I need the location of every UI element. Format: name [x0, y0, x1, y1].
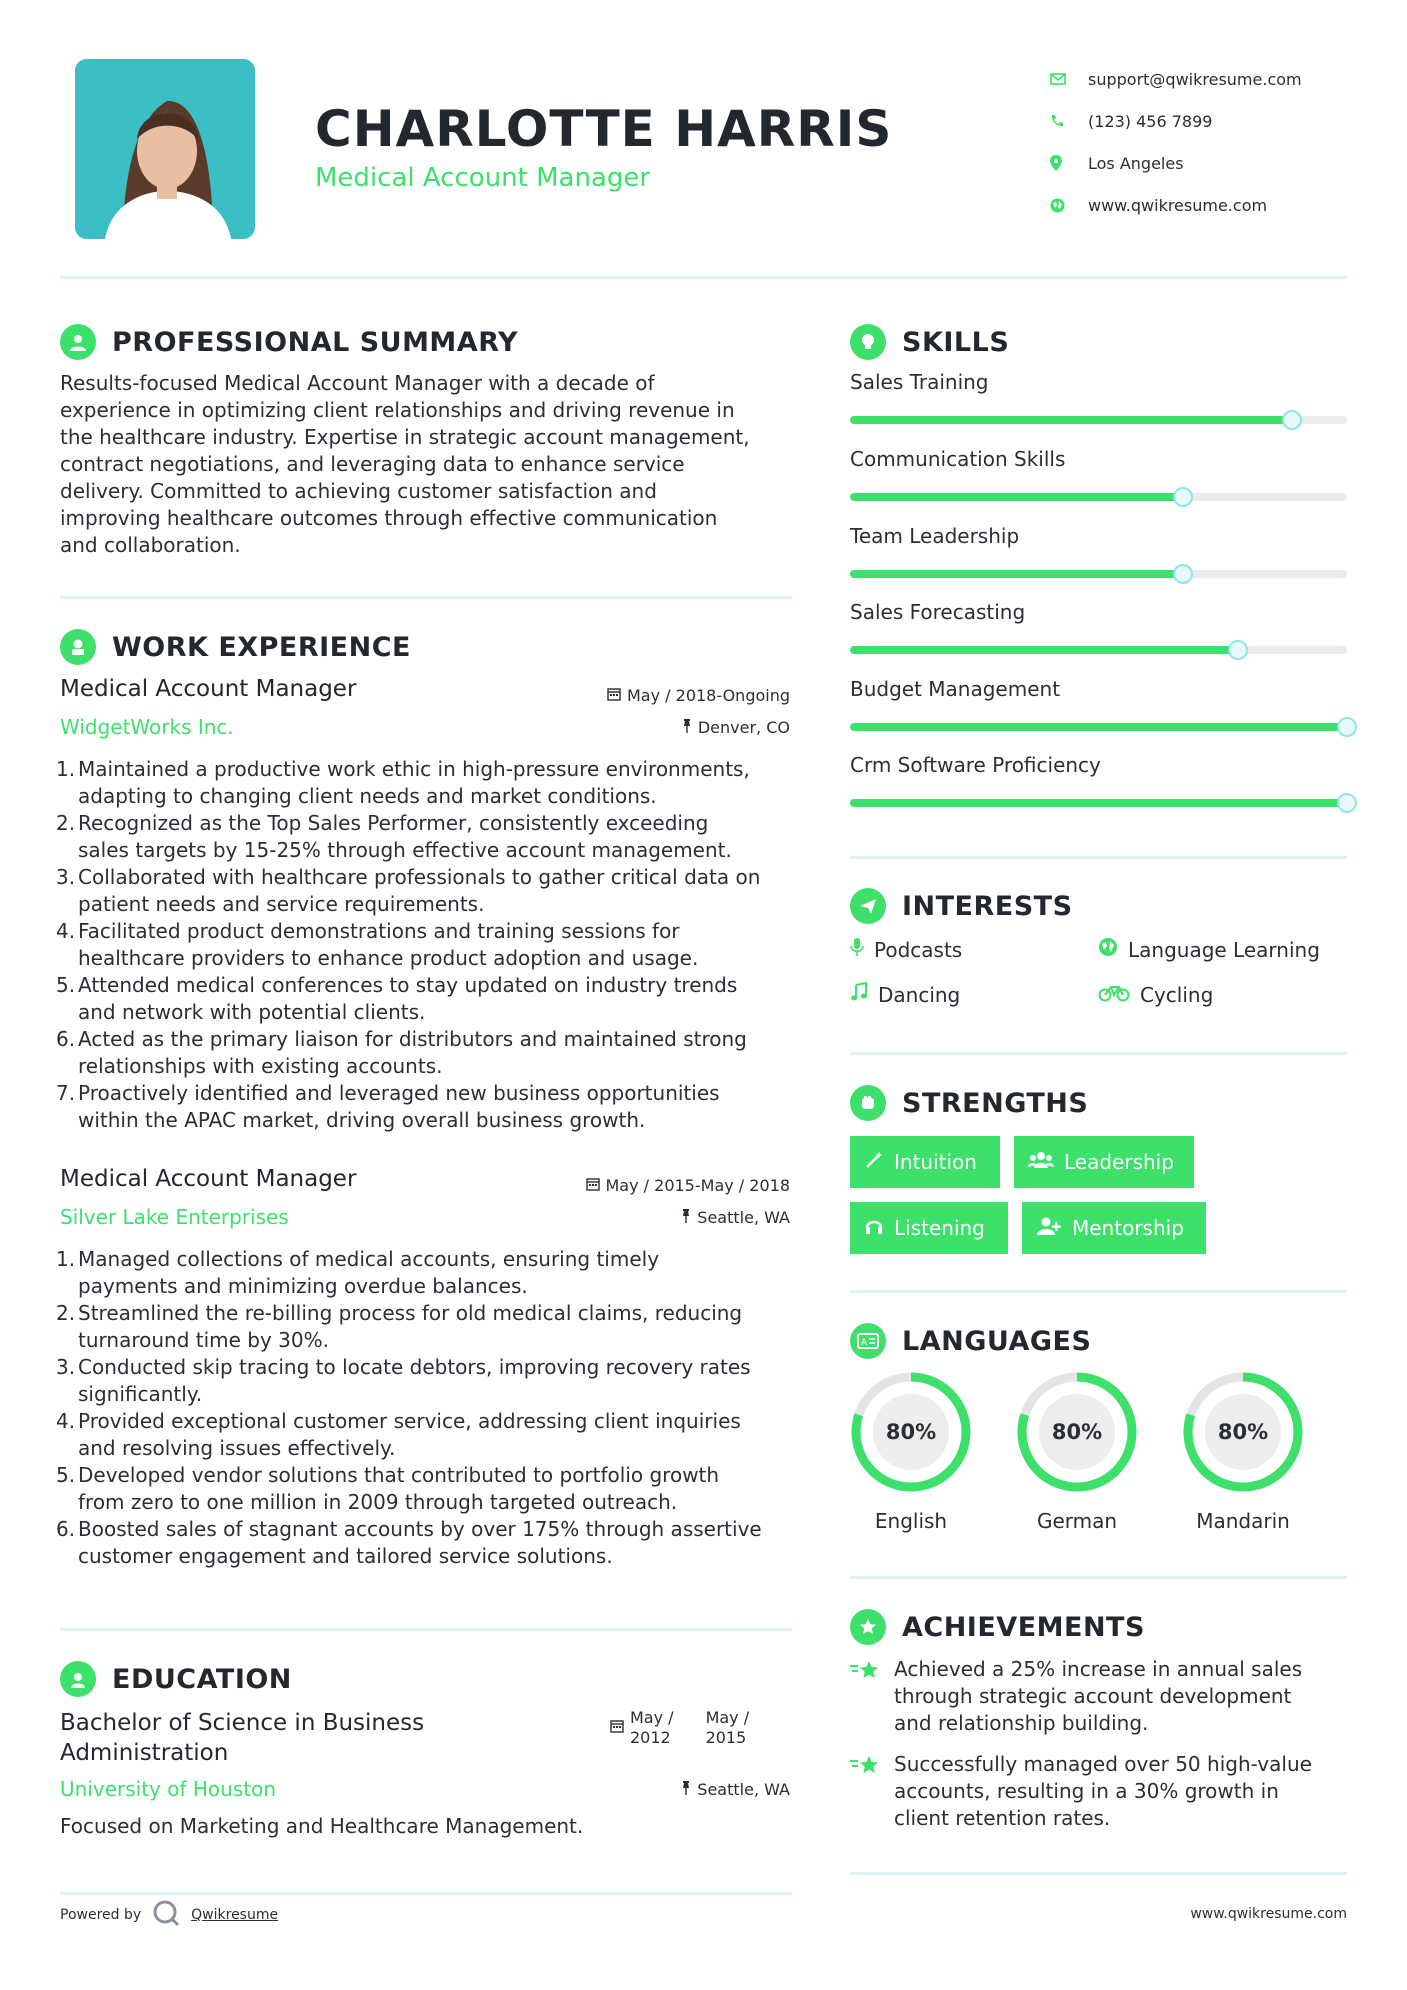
- language-card-icon: [850, 1323, 886, 1359]
- contact-website-text[interactable]: www.qwikresume.com: [1088, 195, 1268, 215]
- list-item: 7. Proactively identified and leveraged new business opportunities within the APAC market, driving overall business growth.: [56, 1081, 720, 1132]
- education-location-text: Seattle, WA: [697, 1780, 790, 1799]
- svg-text:A: A: [861, 1338, 868, 1348]
- skill-bar: [850, 570, 1347, 578]
- summary-line: contract negotiations, and leveraging data to enhance service: [60, 452, 685, 476]
- skills-title: SKILLS: [902, 326, 1010, 358]
- footer-powered-by: [60, 1898, 278, 1932]
- powered-by-label: Powered by: [60, 1907, 142, 1923]
- list-item: 6. Acted as the primary liaison for distributors and maintained strong relationships with existing accounts.: [56, 1027, 747, 1078]
- achievements-title: ACHIEVEMENTS: [902, 1611, 1145, 1643]
- magic-wand-icon: [864, 1150, 884, 1175]
- language-ring: [1014, 1369, 1140, 1495]
- pin-icon: [682, 718, 692, 737]
- strength-label: Leadership: [1064, 1150, 1174, 1174]
- summary-line: improving healthcare outcomes through effective communication: [60, 506, 718, 530]
- music-note-icon: [850, 982, 868, 1007]
- language-item: [848, 1369, 974, 1533]
- profile-photo: [75, 59, 255, 239]
- skill-bar-knob[interactable]: [1228, 640, 1248, 660]
- education-divider: [60, 1892, 792, 1895]
- job-company: WidgetWorks Inc.: [60, 715, 234, 739]
- list-item: 1. Managed collections of medical accounts, ensuring timely payments and minimizing overdue balances.: [56, 1247, 660, 1298]
- map-pin-icon: [1050, 155, 1088, 171]
- skill-bar-fill: [850, 799, 1347, 807]
- job-responsibilities: [56, 1246, 800, 1570]
- interest-label: Language Learning: [1128, 937, 1320, 962]
- language-percent: 80%: [885, 1420, 937, 1444]
- globe-icon: [1098, 937, 1118, 962]
- skill-bar-knob[interactable]: [1282, 410, 1302, 430]
- skill-label: Budget Management: [850, 677, 1061, 701]
- list-item: 2. Recognized as the Top Sales Performer, consistently exceeding sales targets by 15-25% through effective account management.: [56, 811, 732, 862]
- candidate-name: CHARLOTTE HARRIS: [315, 100, 893, 158]
- strength-chip: [1022, 1202, 1206, 1254]
- list-item: 3. Conducted skip tracing to locate debtors, improving recovery rates significantly.: [56, 1355, 751, 1406]
- language-percent: 80%: [1051, 1420, 1103, 1444]
- skill-bar: [850, 799, 1347, 807]
- strengths-divider: [850, 1290, 1347, 1293]
- portrait-image: [75, 59, 255, 239]
- degree-title: Bachelor of Science in Business Administration: [60, 1710, 425, 1766]
- experience-heading: [60, 629, 411, 665]
- skill-bar-fill: [850, 570, 1183, 578]
- language-ring: [1180, 1369, 1306, 1495]
- envelope-icon: [1050, 73, 1088, 85]
- achievement-item: [850, 1656, 1302, 1737]
- qwikresume-link[interactable]: Qwikresume: [191, 1907, 279, 1923]
- interest-item: [1098, 982, 1213, 1007]
- strengths-title: STRENGTHS: [902, 1087, 1089, 1119]
- job-dates: [586, 1176, 791, 1195]
- job-dates-text: May / 2015-May / 2018: [605, 1176, 790, 1195]
- job-location-text: Seattle, WA: [697, 1208, 790, 1227]
- skill-bar-knob[interactable]: [1337, 793, 1357, 813]
- lightbulb-icon: [850, 324, 886, 360]
- skill-bar: [850, 416, 1347, 424]
- paper-plane-icon: [850, 888, 886, 924]
- job-title: Medical Account Manager: [60, 676, 357, 702]
- summary-title: PROFESSIONAL SUMMARY: [112, 326, 519, 358]
- contact-location: [1050, 142, 1380, 184]
- header-divider: [60, 276, 1347, 279]
- strength-chip: [850, 1136, 1000, 1188]
- interest-label: Cycling: [1140, 982, 1214, 1007]
- list-item: 5. Attended medical conferences to stay updated on industry trends and network with potential clients.: [56, 973, 738, 1024]
- bicycle-icon: [1098, 982, 1130, 1007]
- list-item: 5. Developed vendor solutions that contributed to portfolio growth from zero to one million in 2009 through targeted outreach.: [56, 1463, 720, 1514]
- language-name: English: [874, 1509, 948, 1533]
- summary-line: experience in optimizing client relationships and driving revenue in: [60, 398, 735, 422]
- fist-icon: [850, 1085, 886, 1121]
- job-location: [681, 1208, 790, 1227]
- education-end: May / 2015: [705, 1708, 750, 1747]
- skill-label: Sales Forecasting: [850, 600, 1026, 624]
- education-note: Focused on Marketing and Healthcare Management.: [60, 1814, 584, 1838]
- strengths-heading: [850, 1085, 1088, 1121]
- pin-icon: [681, 1208, 691, 1227]
- skill-bar-knob[interactable]: [1173, 487, 1193, 507]
- education-location: [681, 1780, 790, 1799]
- footer-url[interactable]: www.qwikresume.com: [1190, 1906, 1347, 1922]
- languages-divider: [850, 1576, 1347, 1579]
- summary-divider: [60, 596, 792, 599]
- strength-label: Listening: [894, 1216, 985, 1240]
- job-company: Silver Lake Enterprises: [60, 1205, 289, 1229]
- skill-bar-knob[interactable]: [1173, 564, 1193, 584]
- summary-line: the healthcare industry. Expertise in strategic account management,: [60, 425, 750, 449]
- job-dates-text: May / 2018-Ongoing: [627, 686, 790, 705]
- strength-label: Intuition: [894, 1150, 977, 1174]
- summary-line: Results-focused Medical Account Manager with a decade of: [60, 371, 655, 395]
- languages-title: LANGUAGES: [902, 1325, 1092, 1357]
- contact-phone: [1050, 100, 1380, 142]
- job-dates: [607, 686, 790, 705]
- contact-email-text[interactable]: support@qwikresume.com: [1088, 69, 1302, 89]
- user-plus-icon: [1036, 1216, 1062, 1241]
- interests-title: INTERESTS: [902, 890, 1073, 922]
- interest-label: Podcasts: [874, 937, 963, 962]
- job-title: Medical Account Manager: [60, 1166, 357, 1192]
- calendar-icon: [610, 1718, 624, 1737]
- strength-label: Mentorship: [1072, 1216, 1184, 1240]
- languages-heading: [850, 1323, 1091, 1359]
- skill-bar-knob[interactable]: [1337, 717, 1357, 737]
- skill-label: Sales Training: [850, 370, 989, 394]
- education-dates: [610, 1708, 749, 1748]
- skill-bar: [850, 723, 1347, 731]
- experience-title: WORK EXPERIENCE: [112, 631, 411, 663]
- language-percent: 80%: [1217, 1420, 1269, 1444]
- phone-icon: [1050, 114, 1088, 128]
- user-icon: [60, 324, 96, 360]
- language-name: Mandarin: [1196, 1509, 1290, 1533]
- skills-heading: [850, 324, 1009, 360]
- language-ring: [848, 1369, 974, 1495]
- education-start: May / 2012: [630, 1708, 674, 1747]
- skill-bar: [850, 493, 1347, 501]
- interest-item: [850, 937, 962, 962]
- list-item: 3. Collaborated with healthcare professionals to gather critical data on patient needs and service requirements.: [56, 865, 761, 916]
- contact-phone-text: (123) 456 7899: [1088, 111, 1213, 131]
- contact-website: [1050, 184, 1380, 226]
- skill-label: Communication Skills: [850, 447, 1066, 471]
- interests-heading: [850, 888, 1073, 924]
- star-badge-icon: [850, 1609, 886, 1645]
- list-item: 6. Boosted sales of stagnant accounts by over 175% through assertive customer engagement and tailored service solutions.: [56, 1517, 762, 1568]
- contact-block: [1050, 58, 1380, 226]
- strength-chip: [850, 1202, 1008, 1254]
- list-item: 4. Facilitated product demonstrations and training sessions for healthcare providers to enhance product adoption and usage.: [56, 919, 699, 970]
- summary-heading: [60, 324, 518, 360]
- list-item: 2. Streamlined the re-billing process for old medical claims, reducing turnaround time by 30%.: [56, 1301, 743, 1352]
- job-location: [682, 718, 790, 737]
- language-item: [1014, 1369, 1140, 1533]
- skill-bar-fill: [850, 416, 1292, 424]
- education-title: EDUCATION: [112, 1663, 292, 1695]
- headphones-icon: [864, 1216, 884, 1241]
- summary-line: delivery. Committed to achieving customer satisfaction and: [60, 479, 657, 503]
- interests-divider: [850, 1052, 1347, 1055]
- microphone-icon: [850, 937, 864, 962]
- job-responsibilities: [56, 756, 800, 1134]
- pin-icon: [681, 1780, 691, 1799]
- users-icon: [1028, 1150, 1054, 1175]
- achievements-divider: [850, 1872, 1347, 1875]
- interest-item: [850, 982, 960, 1007]
- list-item: 4. Provided exceptional customer service, addressing client inquiries and resolving issues effectively.: [56, 1409, 741, 1460]
- summary-line: and collaboration.: [60, 533, 241, 557]
- qwikresume-logo-icon: [151, 1898, 181, 1932]
- language-name: German: [1036, 1509, 1118, 1533]
- skill-label: Crm Software Proficiency: [850, 753, 1101, 777]
- candidate-role: Medical Account Manager: [315, 163, 651, 193]
- achievement-item: [850, 1751, 1312, 1832]
- skill-bar-fill: [850, 493, 1183, 501]
- interest-item: [1098, 937, 1320, 962]
- achievement-text: Achieved a 25% increase in annual sales through strategic account development and relationship building.: [894, 1657, 1303, 1735]
- contact-email: [1050, 58, 1380, 100]
- achievement-text: Successfully managed over 50 high-value accounts, resulting in a 30% growth in client retention rates.: [894, 1752, 1312, 1830]
- skill-bar-fill: [850, 723, 1347, 731]
- calendar-icon: [586, 1176, 600, 1195]
- achievements-heading: [850, 1609, 1145, 1645]
- skills-divider: [850, 856, 1347, 859]
- summary-text: [60, 370, 800, 559]
- language-item: [1180, 1369, 1306, 1533]
- globe-icon: [1050, 198, 1088, 213]
- skill-bar-fill: [850, 646, 1238, 654]
- star-icon: [850, 1755, 882, 1832]
- strength-chip: [1014, 1136, 1194, 1188]
- job-location-text: Denver, CO: [697, 718, 790, 737]
- star-icon: [850, 1660, 882, 1737]
- briefcase-icon: [60, 629, 96, 665]
- school-name: University of Houston: [60, 1777, 277, 1801]
- skill-label: Team Leadership: [850, 524, 1020, 548]
- skill-bar: [850, 646, 1347, 654]
- education-heading: [60, 1661, 292, 1697]
- interest-label: Dancing: [878, 982, 961, 1007]
- contact-location-text: Los Angeles: [1088, 153, 1184, 173]
- graduation-icon: [60, 1661, 96, 1697]
- list-item: 1. Maintained a productive work ethic in high-pressure environments, adapting to changing client needs and market conditions.: [56, 757, 750, 808]
- calendar-icon: [607, 686, 621, 705]
- experience-divider: [60, 1628, 792, 1631]
